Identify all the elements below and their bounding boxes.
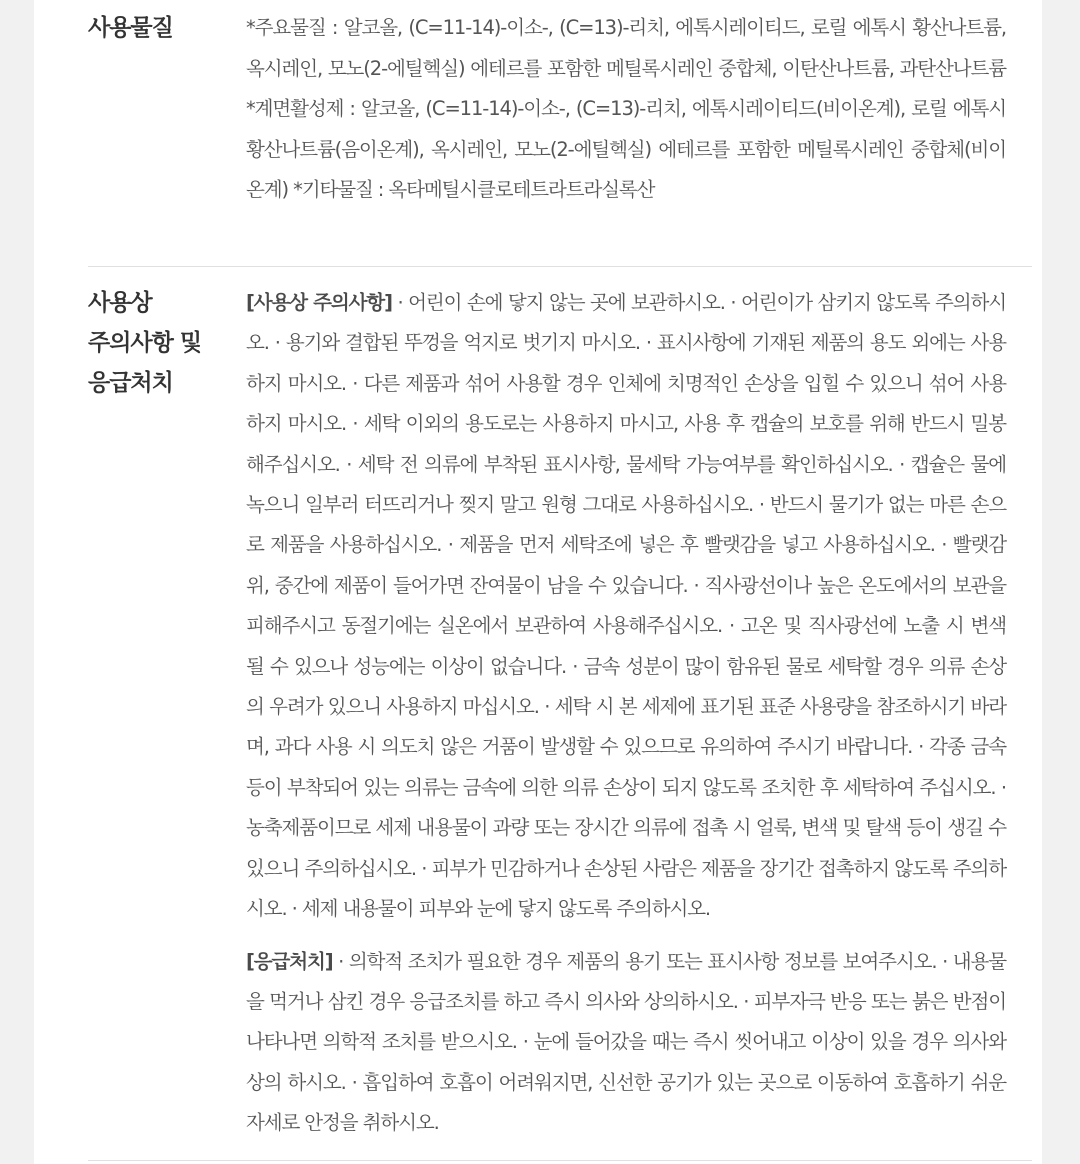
section-label <box>88 283 238 403</box>
usage-cautions-heading: [사용상 주의사항] <box>246 291 392 314</box>
section-label <box>88 8 238 48</box>
section-label-line: 사용상 <box>88 290 152 316</box>
product-info-sheet <box>34 0 1042 1164</box>
usage-cautions-paragraph <box>246 283 1006 930</box>
section-label-line: 응급처치 <box>88 370 173 396</box>
ingredients-text: *주요물질 : 알코올, (C=11-14)-이소-, (C=13)-리치, 에톡시레이티드, 로릴 에톡시 황산나트륨, 옥시레인, 모노(2-에틸헥실) 에테르를 포함한 메틸록시레인 중합체, 이탄산나트륨, 과탄산나트륨 *계면활성제 : 알코올, (C=11-14)-이소-, (C=13)-리치, 에톡시레이티드(비이온계), 로릴 에톡시 황산나트륨(음이온계), 옥시레인, 모노(2-에틸헥실) 에테르를 포함한 메틸록시레인 중합체(비이온계) *기타물질 : 옥타메틸시클로테트라트라실록산 <box>246 16 1006 202</box>
section-label-line: 주의사항 및 <box>88 330 202 356</box>
first-aid-text: · 의학적 조치가 필요한 경우 제품의 용기 또는 표시사항 정보를 보여주시오. · 내용물을 먹거나 삼킨 경우 응급조치를 하고 즉시 의사와 상의하시오. · 피부자극 반응 또는 붉은 반점이 나타나면 의학적 조치를 받으시오. · 눈에 들어갔을 때는 즉시 씻어내고 이상이 있을 경우 의사와 상의 하시오. · 흡입하여 호흡이 어려워지면, 신선한 공기가 있는 곳으로 이동하여 호흡하기 쉬운 자세로 안정을 취하시오. <box>246 949 1006 1135</box>
usage-cautions-text: · 어린이 손에 닿지 않는 곳에 보관하시오. · 어린이가 삼키지 않도록 주의하시오. · 용기와 결합된 뚜껑을 억지로 벗기지 마시오. · 표시사항에 기재된 제품의 용도 외에는 사용하지 마시오. · 다른 제품과 섞어 사용할 경우 인체에 치명적인 손상을 입힐 수 있으니 섞어 사용하지 마시오. · 세탁 이외의 용도로는 사용하지 마시고, 사용 후 캡슐의 보호를 위해 반드시 밀봉해주십시오. · 세탁 전 의류에 부착된 표시사항, 물세탁 가능여부를 확인하십시오. · 캡슐은 물에 녹으니 일부러 터뜨리거나 찢지 말고 원형 그대로 사용하십시오. · 반드시 물기가 없는 마른 손으로 제품을 사용하십시오. · 제품을 먼저 세탁조에 넣은 후 빨랫감을 넣고 사용하십시오. · 빨랫감 위, 중간에 제품이 들어가면 잔여물이 남을 수 있습니다. · 직사광선이나 높은 온도에서의 보관을 피해주시고 동절기에는 실온에서 보관하여 사용해주십시오. · 고온 및 직사광선에 노출 시 변색 될 수 있으나 성능에는 이상이 없습니다. · 금속 성분이 많이 함유된 물로 세탁할 경우 의류 손상의 우려가 있으니 사용하지 마십시오. · 세탁 시 본 세제에 표기된 표준 사용량을 참조하시기 바라며, 과다 사용 시 의도치 않은 거품이 발생할 수 있으므로 유의하여 주시기 바랍니다. · 각종 금속 등이 부착되어 있는 의류는 금속에 의한 의류 손상이 되지 않도록 조치한 후 세탁하여 주십시오. · 농축제품이므로 세제 내용물이 과량 또는 장시간 의류에 접촉 시 얼룩, 변색 및 탈색 등이 생길 수 있으니 주의하십시오. · 피부가 민감하거나 손상된 사람은 제품을 장기간 접촉하지 않도록 주의하시오. · 세제 내용물이 피부와 눈에 닿지 않도록 주의하시오. <box>246 291 1006 921</box>
section-content <box>246 8 1006 211</box>
section-content <box>246 283 1006 1144</box>
ingredients-paragraph <box>246 8 1006 211</box>
first-aid-paragraph <box>246 942 1006 1144</box>
section-divider <box>88 266 1032 267</box>
section-divider <box>88 1160 1032 1161</box>
section-label-line: 사용물질 <box>88 15 173 41</box>
first-aid-heading: [응급처치] <box>246 949 333 973</box>
